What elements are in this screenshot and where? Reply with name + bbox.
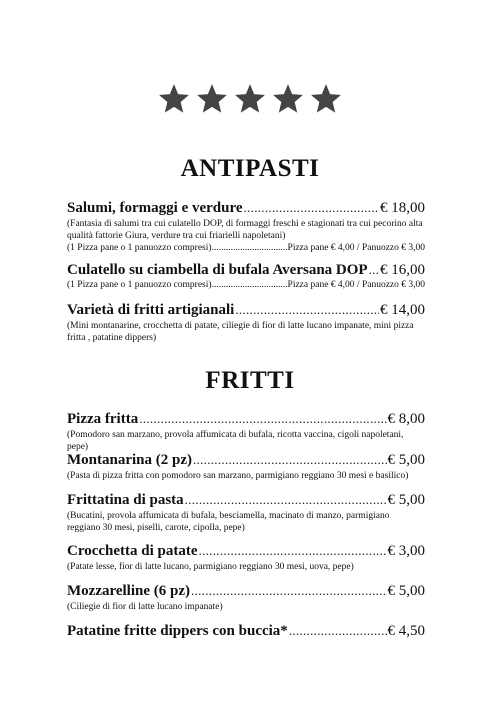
item-description: (Pomodoro san marzano, provola affumicata di bufala, ricotta vaccina, cigoli napoletani, pepe) <box>67 430 404 452</box>
note-left: (1 Pizza pane o 1 panuozzo compresi) <box>67 280 212 290</box>
item-price: € 18,00 <box>380 200 425 216</box>
section-title-antipasti: ANTIPASTI <box>180 155 320 182</box>
menu-item <box>67 582 425 613</box>
rating-stars <box>0 82 500 122</box>
item-name: Mozzarelline (6 pz) <box>67 583 191 599</box>
note-left: (1 Pizza pane o 1 panuozzo compresi) <box>67 243 212 253</box>
item-price: € 14,00 <box>380 302 425 318</box>
item-name: Montanarina (2 pz) <box>67 452 192 468</box>
menu-item <box>67 261 425 291</box>
item-description: (Mini montanarine, crocchetta di patate, ciliegie di fior di latte lucano impanate, mini pizza fritta , patatine dippers) <box>67 321 414 343</box>
item-name: Patatine fritte dippers con buccia* <box>67 623 288 639</box>
item-description: (Bucatini, provola affumicata di bufala, besciamella, macinato di manzo, parmigiano reggiano 30 mesi, piselli, carote, cipolla, pepe) <box>67 511 390 533</box>
star-icon <box>271 82 305 116</box>
leader-dots <box>212 242 288 254</box>
leader-dots <box>193 451 387 469</box>
leader-dots <box>212 279 288 291</box>
item-description: (Fantasia di salumi tra cui culatello DOP, di formaggi freschi e stagionati tra cui pecorino alta qualità fattorie Giura, verdure tra cui friarielli napoletani) <box>67 219 423 241</box>
leader-dots <box>369 261 379 279</box>
item-name: Varietà di fritti artigianali <box>67 302 235 318</box>
note-right: Pizza pane € 4,00 / Panuozzo € 3,00 <box>287 243 425 253</box>
item-description: (Patate lesse, fior di latte lucano, parmigiano reggiano 30 mesi, uova, pepe) <box>67 562 354 572</box>
item-description: (Pasta di pizza fritta con pomodoro san marzano, parmigiano reggiano 30 mesi e basilico) <box>67 471 409 481</box>
item-name: Culatello su ciambella di bufala Aversana DOP <box>67 262 368 278</box>
item-price: € 4,50 <box>387 623 425 639</box>
menu-item <box>67 542 425 573</box>
item-note <box>67 279 425 291</box>
leader-dots <box>289 622 387 640</box>
item-price: € 5,00 <box>387 452 425 468</box>
item-name: Pizza fritta <box>67 411 139 427</box>
leader-dots <box>191 582 386 600</box>
menu-item <box>67 491 425 534</box>
menu-item <box>67 199 425 254</box>
item-price: € 16,00 <box>380 262 425 278</box>
menu-item <box>67 622 425 640</box>
star-icon <box>195 82 229 116</box>
item-price: € 5,00 <box>387 492 425 508</box>
item-price: € 8,00 <box>387 411 425 427</box>
item-note <box>67 242 425 254</box>
star-icon <box>309 82 343 116</box>
leader-dots <box>199 542 387 560</box>
item-price: € 5,00 <box>387 583 425 599</box>
leader-dots <box>185 491 387 509</box>
note-right: Pizza pane € 4,00 / Panuozzo € 3,00 <box>287 280 425 290</box>
star-icon <box>233 82 267 116</box>
star-icon <box>157 82 191 116</box>
menu-item <box>67 451 425 482</box>
section-title-fritti: FRITTI <box>205 367 295 394</box>
item-description: (Ciliegie di fior di latte lucano impanate) <box>67 602 223 612</box>
leader-dots <box>235 301 379 319</box>
item-name: Frittatina di pasta <box>67 492 184 508</box>
item-price: € 3,00 <box>387 543 425 559</box>
item-name: Salumi, formaggi e verdure <box>67 200 243 216</box>
leader-dots <box>139 410 386 428</box>
item-name: Crocchetta di patate <box>67 543 198 559</box>
menu-item <box>67 301 425 344</box>
leader-dots <box>244 199 379 217</box>
menu-item <box>67 410 425 453</box>
